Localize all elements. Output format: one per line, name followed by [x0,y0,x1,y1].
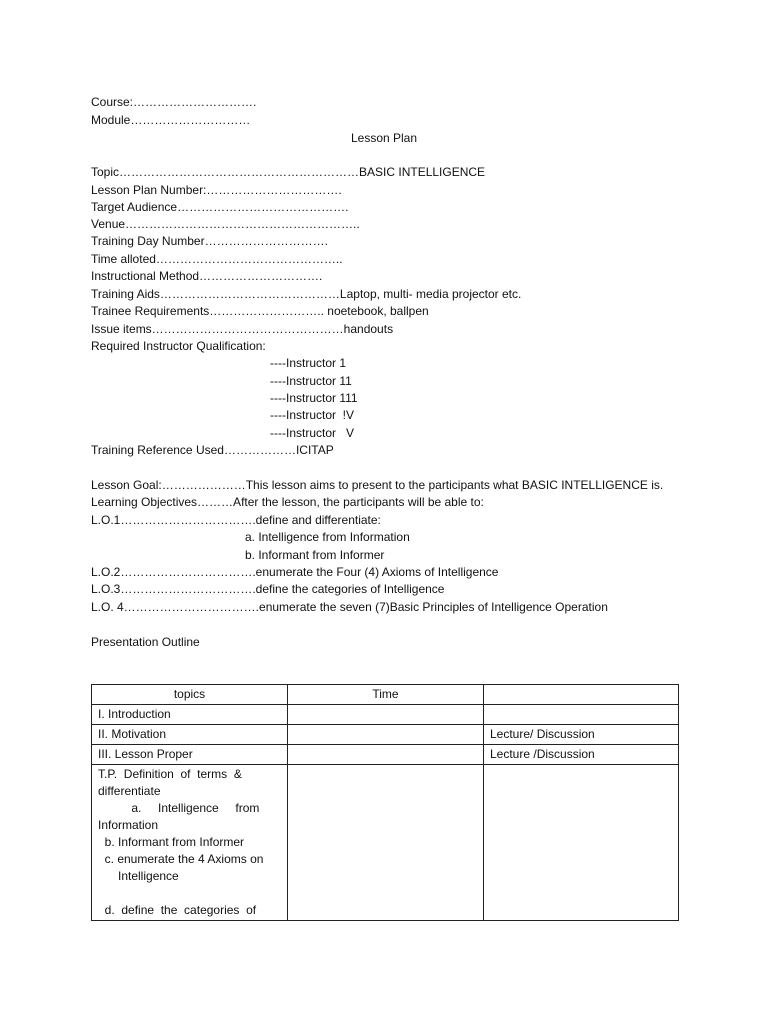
time-cell [288,705,484,725]
target-audience-field: Target Audience……………………………………. [91,200,349,214]
training-aids-field: Training Aids………………………………………Laptop, multi- media projector etc. [91,287,522,301]
course-field: Course:…………………………. [91,95,257,109]
module-field: Module………………………… [91,113,251,127]
trainee-requirements-field: Trainee Requirements……………………….. noetebook, ballpen [91,304,429,318]
required-qualification-label: Required Instructor Qualification: [91,339,266,353]
topic-cell: I. Introduction [92,705,288,725]
time-cell [288,745,484,765]
table-row [92,705,679,725]
learning-objective-1a: a. Intelligence from Information [245,530,410,544]
topic-cell: II. Motivation [92,725,288,745]
instructor-item: ----Instructor !V [270,408,355,422]
table-row [92,725,679,745]
instructor-item: ----Instructor 1 [270,356,347,370]
column-header-method [484,685,679,705]
column-header-topics: topics [92,685,288,705]
tp-line: b. Informant from Informer [98,835,245,849]
topic-cell: III. Lesson Proper [92,745,288,765]
table-header-row [92,685,679,705]
page-title: Lesson Plan [350,131,418,145]
learning-objective-1b: b. Informant from Informer [245,548,385,562]
time-cell [288,725,484,745]
method-cell [484,765,679,921]
tp-line: c. enumerate the 4 Axioms on [98,852,264,866]
instructional-method-field: Instructional Method…………………………. [91,269,323,283]
time-cell [288,765,484,921]
tp-line: differentiate [98,784,161,798]
topic-cell [92,765,288,921]
instructor-item: ----Instructor V [270,426,355,440]
tp-line [98,885,281,902]
learning-objectives: Learning Objectives………After the lesson, the participants will be able to: [91,495,484,509]
tp-line: d. define the categories of [98,903,257,917]
training-reference-field: Training Reference Used………………ICITAP [91,443,334,457]
method-cell: Lecture/ Discussion [484,725,679,745]
tp-line: T.P. Definition of terms & [98,767,242,781]
learning-objective-1: L.O.1…………………………….define and differentiate: [91,513,381,527]
tp-line: a. Intelligence from [98,801,260,815]
time-alloted-field: Time alloted……………………………………….. [91,252,343,266]
table-row [92,745,679,765]
presentation-outline-table [91,684,679,921]
lesson-plan-number-field: Lesson Plan Number:……………………………. [91,183,342,197]
instructor-item: ----Instructor 11 [270,374,352,388]
instructor-item: ----Instructor 111 [270,391,358,405]
topic-field: Topic……………………………………………………BASIC INTELLIGENCE [91,165,486,179]
method-cell: Lecture /Discussion [484,745,679,765]
lesson-goal: Lesson Goal:…………………This lesson aims to present to the participants what BASIC INTELLIGENCE is. [91,478,664,492]
issue-items-field: Issue items…………………………………………handouts [91,322,394,336]
column-header-time: Time [288,685,484,705]
venue-field: Venue………………………………………………….. [91,217,360,231]
learning-objective-2: L.O.2…………………………….enumerate the Four (4) Axioms of Intelligence [91,565,499,579]
learning-objective-3: L.O.3…………………………….define the categories of Intelligence [91,582,445,596]
training-day-number-field: Training Day Number…………………………. [91,234,328,248]
presentation-outline-heading: Presentation Outline [91,635,200,649]
tp-line: Information [98,818,159,832]
tp-line: Intelligence [98,869,179,883]
learning-objective-4: L.O. 4…………………………….enumerate the seven (7)Basic Principles of Intelligence Operation [91,600,608,614]
method-cell [484,705,679,725]
table-row [92,765,679,921]
